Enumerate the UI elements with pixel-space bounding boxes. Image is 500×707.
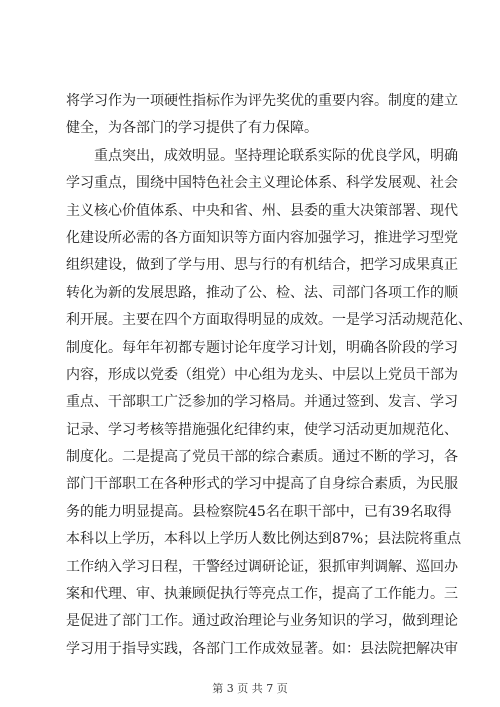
text-line: 工作纳入学习日程，干警经过调研论证，狠抓审判调解、巡回办 xyxy=(66,558,458,575)
text-line: 组织建设，做到了学与用、思与行的有机结合，把学习成果真正 xyxy=(66,257,458,274)
text-line: 案和代理、审、执兼顾促执行等亮点工作，提高了工作能力。三 xyxy=(66,586,458,603)
text-line: 转化为新的发展思路，推动了公、检、法、司部门各项工作的顺 xyxy=(66,284,458,301)
text-line: 健全，为各部门的学习提供了有力保障。 xyxy=(66,120,318,137)
text-line: 内容，形成以党委（组党）中心组为龙头、中层以上党员干部为 xyxy=(66,366,458,383)
text-line: 利开展。主要在四个方面取得明显的成效。一是学习活动规范化、 xyxy=(66,312,472,329)
text-line: 将学习作为一项硬性指标作为评先奖优的重要内容。制度的建立 xyxy=(66,93,458,109)
text-line: 是促进了部门工作。通过政治理论与业务知识的学习，做到理论 xyxy=(66,613,458,630)
text-line: 记录、学习考核等措施强化纪律约束，使学习活动更加规范化、 xyxy=(66,421,458,438)
text-line: 制度化。二是提高了党员干部的综合素质。通过不断的学习，各 xyxy=(66,449,458,466)
text-line: 主义核心价值体系、中央和省、州、县委的重大决策部署、现代 xyxy=(66,202,458,219)
text-line: 化建设所必需的各方面知识等方面内容加强学习，推进学习型党 xyxy=(66,229,458,246)
text-line: 学习重点，围绕中国特色社会主义理论体系、科学发展观、社会 xyxy=(66,175,458,192)
text-line: 本科以上学历，本科以上学历人数比例达到87%；县法院将重点 xyxy=(66,531,462,548)
text-line: 务的能力明显提高。县检察院45名在职干部中，已有39名取得 xyxy=(66,503,452,520)
text-line: 学习用于指导实践，各部门工作成效显著。如：县法院把解决审 xyxy=(66,640,458,657)
text-line: 制度化。每年年初都专题讨论年度学习计划，明确各阶段的学习 xyxy=(66,339,458,356)
page-footer xyxy=(0,680,500,696)
page-number: 第 3 页 共 7 页 xyxy=(212,682,288,695)
body-text xyxy=(66,88,472,663)
text-line: 重点、干部职工广泛参加的学习格局。并通过签到、发言、学习 xyxy=(66,394,458,411)
text-line: 部门干部职工在各种形式的学习中提高了自身综合素质，为民服 xyxy=(66,476,458,493)
text-line: 重点突出，成效明显。坚持理论联系实际的优良学风，明确 xyxy=(66,147,458,164)
